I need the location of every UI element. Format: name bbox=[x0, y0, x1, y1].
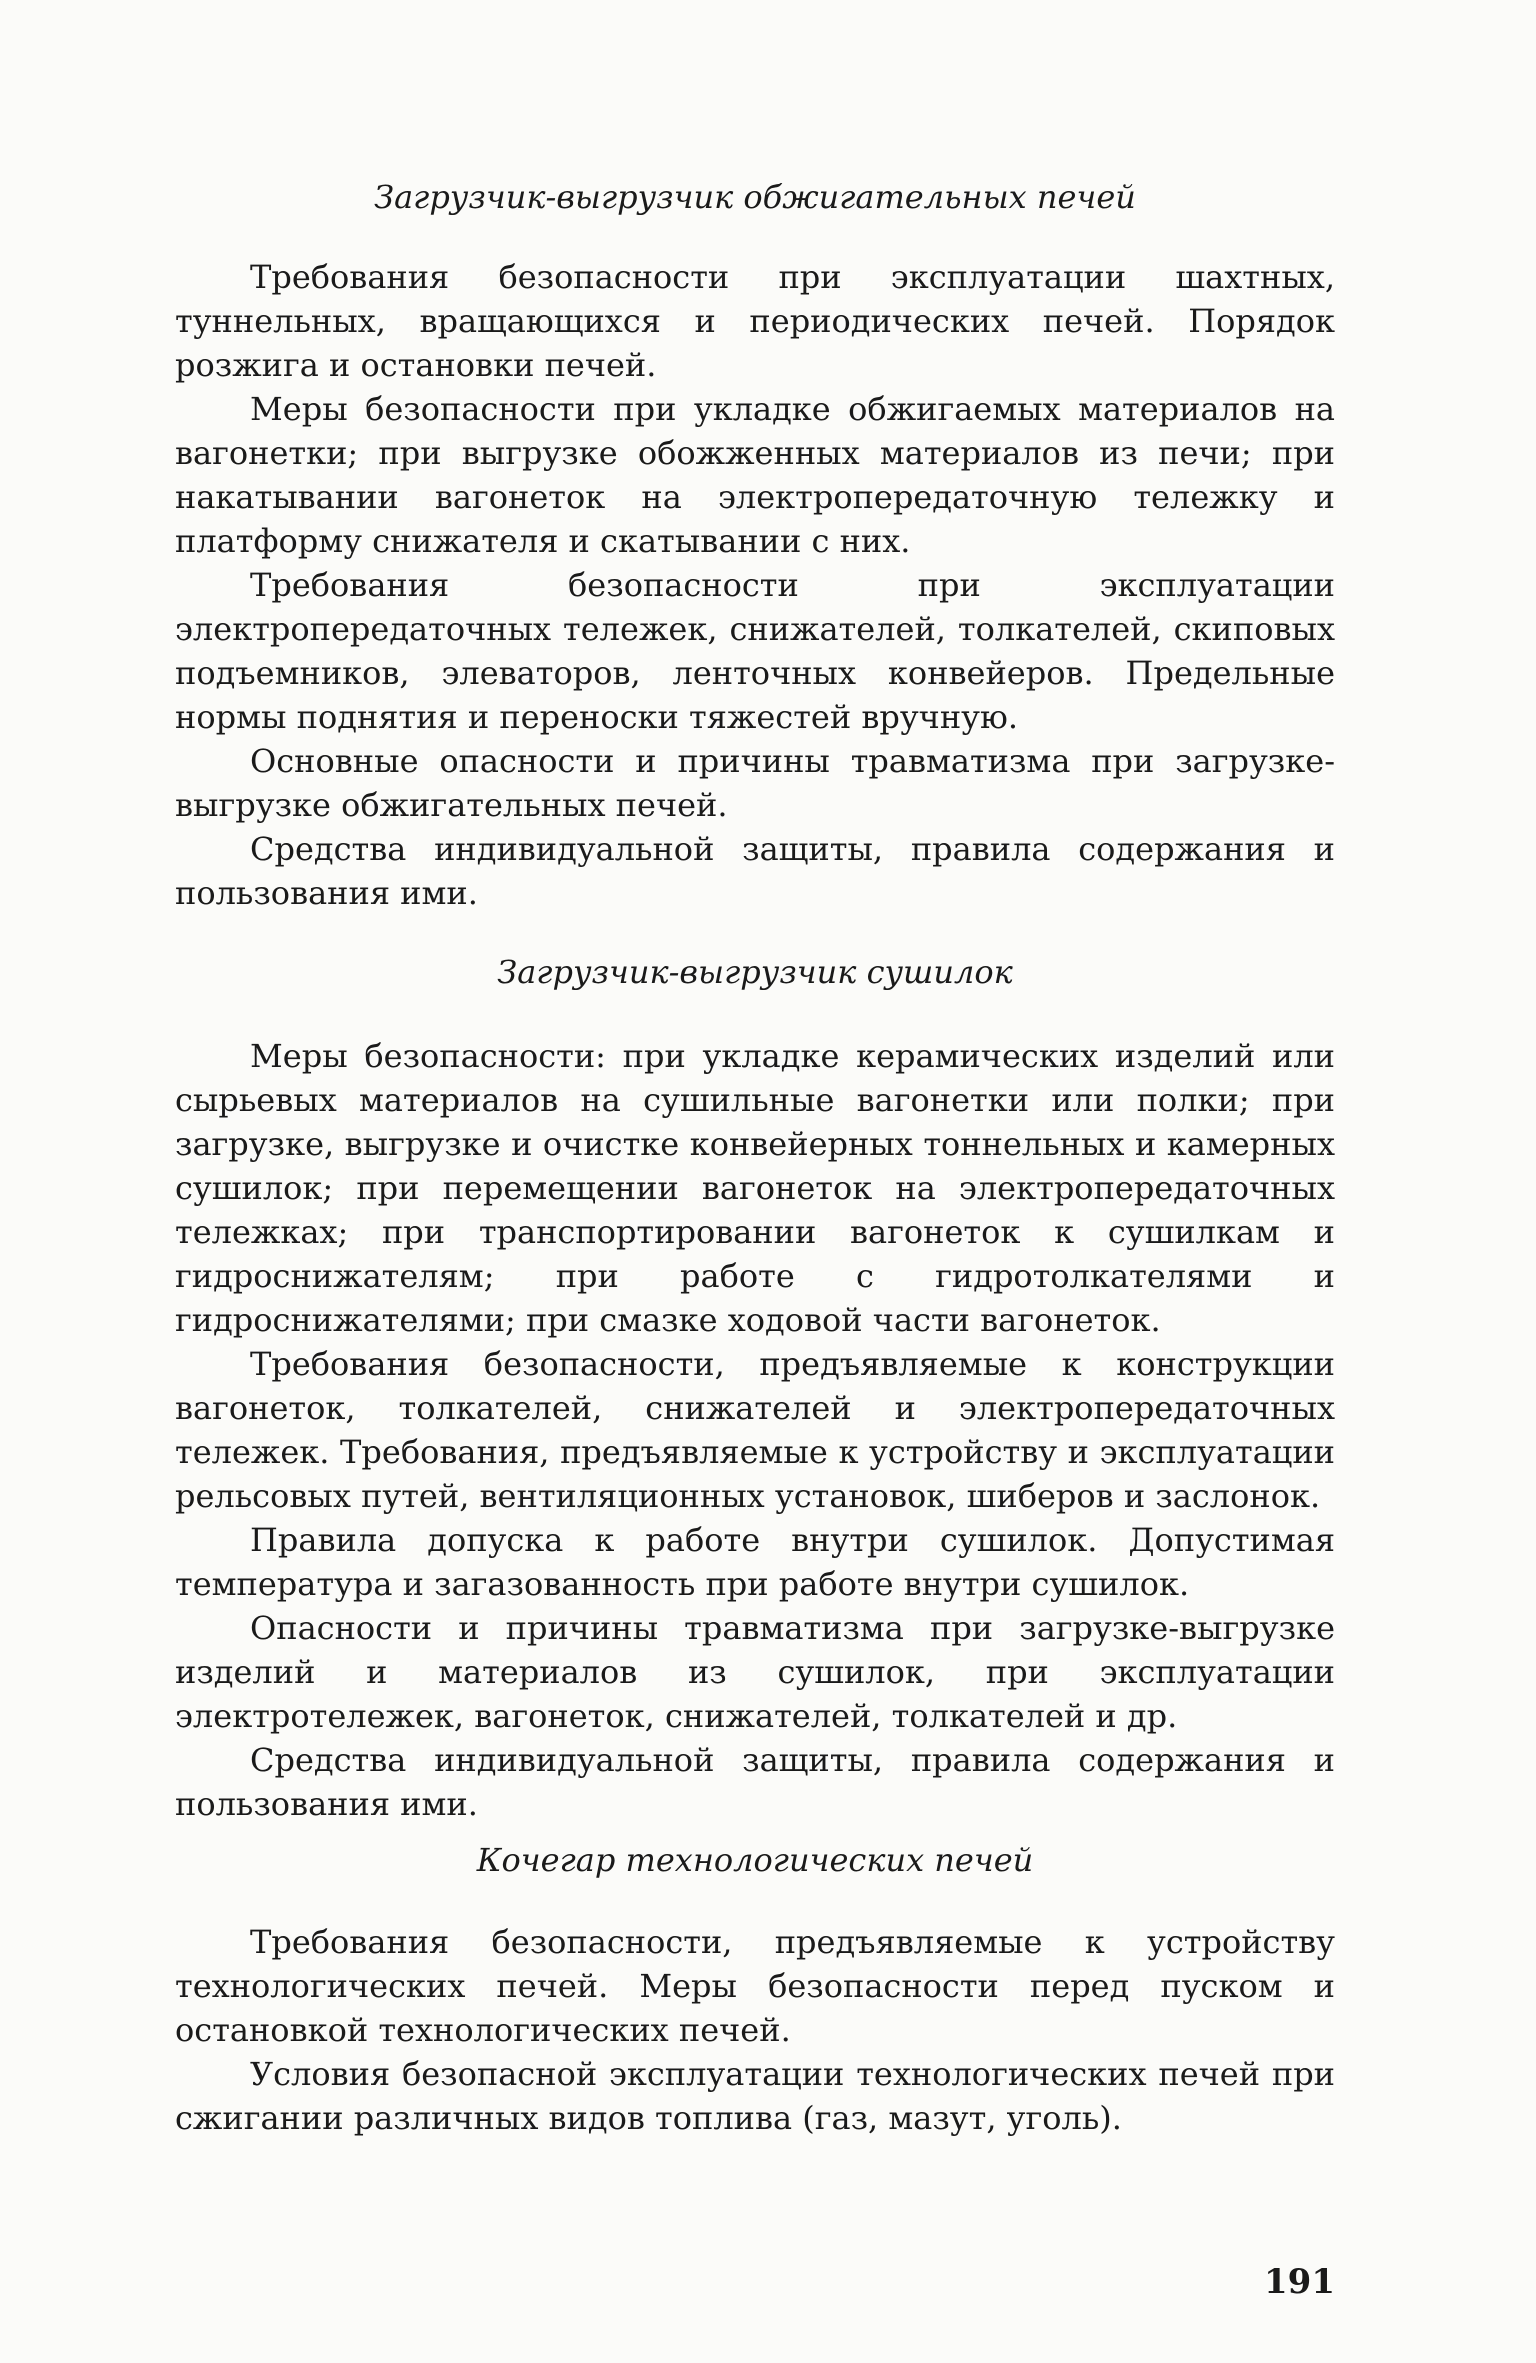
paragraph: Требования безопасности, предъявляемые к устройству технологических печей. Меры безопасности перед пуском и остановкой технологических печей. bbox=[175, 1923, 1335, 2049]
section-body bbox=[175, 1920, 1335, 2140]
paragraph: Требования безопасности при эксплуатации шахтных, туннельных, вращающихся и периодических печей. Порядок розжига и остановки печей. bbox=[175, 258, 1335, 384]
paragraph: Средства индивидуальной защиты, правила содержания и пользования ими. bbox=[175, 830, 1335, 912]
paragraph: Требования безопасности, предъявляемые к конструкции вагонеток, толкателей, снижателей и электропередаточных тележек. Требования, предъявляемые к устройству и эксплуатации рельсовых путей, вентиляционных установок, шиберов и заслонок. bbox=[175, 1345, 1335, 1515]
section-body bbox=[175, 255, 1335, 915]
book-page bbox=[175, 170, 1335, 2320]
paragraph: Основные опасности и причины травматизма при загрузке-выгрузке обжигательных печей. bbox=[175, 742, 1335, 824]
section-loader-unloader-dryers bbox=[175, 950, 1335, 1826]
paragraph: Правила допуска к работе внутри сушилок. Допустимая температура и загазованность при работе внутри сушилок. bbox=[175, 1521, 1335, 1603]
page-number: 191 bbox=[1264, 2262, 1335, 2302]
paragraph: Условия безопасной эксплуатации технологических печей при сжигании различных видов топлива (газ, мазут, уголь). bbox=[175, 2055, 1335, 2137]
section-body bbox=[175, 1034, 1335, 1826]
section-heading: Кочегар технологических печей bbox=[476, 1841, 1034, 1879]
paragraph: Требования безопасности при эксплуатации электропередаточных тележек, снижателей, толкателей, скиповых подъемников, элеваторов, ленточных конвейеров. Предельные нормы поднятия и переноски тяжестей вручную. bbox=[175, 566, 1335, 736]
section-loader-unloader-kilns bbox=[175, 175, 1335, 915]
section-heading: Загрузчик-выгрузчик обжигательных печей bbox=[374, 178, 1136, 216]
paragraph: Меры безопасности: при укладке керамических изделий или сырьевых материалов на сушильные вагонетки или полки; при загрузке, выгрузке и очистке конвейерных тоннельных и камерных сушилок; при перемещении вагонеток на электропередаточных тележках; при транспортировании вагонеток к сушилкам и гидроснижателям; при работе с гидротолкателями и гидроснижателями; при смазке ходовой части вагонеток. bbox=[175, 1037, 1335, 1339]
section-stoker-process-furnaces bbox=[175, 1838, 1335, 2140]
paragraph: Средства индивидуальной защиты, правила содержания и пользования ими. bbox=[175, 1741, 1335, 1823]
paragraph: Меры безопасности при укладке обжигаемых материалов на вагонетки; при выгрузке обожженных материалов из печи; при накатывании вагонеток на электропередаточную тележку и платформу снижателя и скатывании с них. bbox=[175, 390, 1335, 560]
section-heading: Загрузчик-выгрузчик сушилок bbox=[497, 953, 1013, 991]
paragraph: Опасности и причины травматизма при загрузке-выгрузке изделий и материалов из сушилок, при эксплуатации электротележек, вагонеток, снижателей, толкателей и др. bbox=[175, 1609, 1335, 1735]
